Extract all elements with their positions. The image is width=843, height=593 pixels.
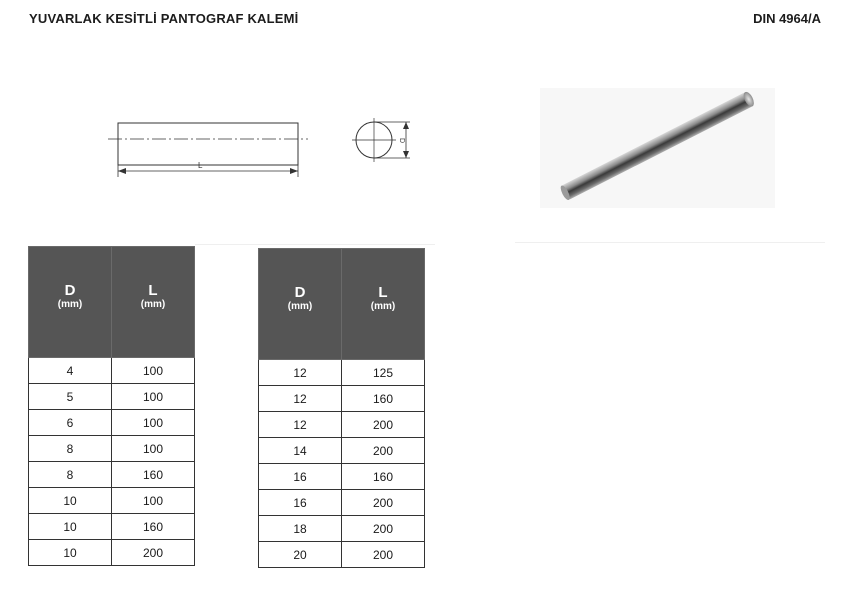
side-view: [108, 123, 308, 177]
cell-diameter: 6: [29, 410, 112, 436]
cell-diameter: 10: [29, 540, 112, 566]
cell-diameter: 10: [29, 488, 112, 514]
cell-length: 160: [342, 386, 425, 412]
table-row: [259, 516, 425, 542]
table-row: [259, 438, 425, 464]
table-row: [29, 488, 195, 514]
header-d: D (mm): [29, 247, 112, 358]
cell-length: 200: [342, 438, 425, 464]
cell-length: 200: [112, 540, 195, 566]
table-row: [29, 384, 195, 410]
cell-length: 100: [112, 358, 195, 384]
cell-diameter: 12: [259, 360, 342, 386]
diameter-label: D: [398, 138, 405, 144]
page-title: YUVARLAK KESİTLİ PANTOGRAF KALEMİ: [29, 11, 299, 26]
cell-diameter: 5: [29, 384, 112, 410]
cell-length: 125: [342, 360, 425, 386]
cell-length: 100: [112, 436, 195, 462]
cell-diameter: 16: [259, 464, 342, 490]
cell-diameter: 20: [259, 542, 342, 568]
cell-length: 160: [112, 514, 195, 540]
header-d: D (mm): [259, 249, 342, 360]
cell-diameter: 4: [29, 358, 112, 384]
cell-length: 200: [342, 516, 425, 542]
rod-outline: [118, 123, 298, 165]
header-l: L (mm): [342, 249, 425, 360]
cell-length: 200: [342, 542, 425, 568]
table-row: [29, 436, 195, 462]
cell-diameter: 18: [259, 516, 342, 542]
table-row: [29, 514, 195, 540]
length-label: L: [198, 161, 203, 170]
cell-diameter: 8: [29, 462, 112, 488]
cell-length: 160: [112, 462, 195, 488]
cell-length: 200: [342, 490, 425, 516]
table-row: [29, 540, 195, 566]
table-row: [259, 360, 425, 386]
cell-length: 100: [112, 488, 195, 514]
table-row: [259, 386, 425, 412]
table-row: [259, 490, 425, 516]
cell-length: 160: [342, 464, 425, 490]
table-row: [29, 410, 195, 436]
product-photo: [540, 88, 775, 208]
standard-code: DIN 4964/A: [753, 11, 821, 26]
cell-length: 100: [112, 410, 195, 436]
header-l: L (mm): [112, 247, 195, 358]
spec-table-left: [28, 246, 195, 566]
cell-diameter: 12: [259, 412, 342, 438]
cell-diameter: 8: [29, 436, 112, 462]
table-row: [259, 412, 425, 438]
cell-diameter: 14: [259, 438, 342, 464]
cell-diameter: 10: [29, 514, 112, 540]
table-row: [29, 358, 195, 384]
cell-length: 200: [342, 412, 425, 438]
technical-drawing: [100, 95, 420, 185]
cell-diameter: 16: [259, 490, 342, 516]
cell-diameter: 12: [259, 386, 342, 412]
table-row: [259, 464, 425, 490]
table-row: [29, 462, 195, 488]
cell-length: 100: [112, 384, 195, 410]
spec-table-right: [258, 248, 425, 568]
table-row: [259, 542, 425, 568]
